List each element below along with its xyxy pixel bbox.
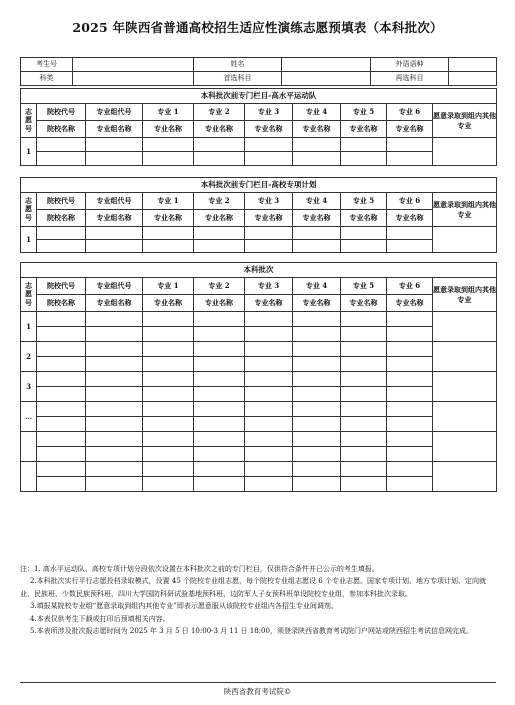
group-code-header: 专业组代号 xyxy=(86,104,143,121)
vol-no-cell: 2 xyxy=(21,342,37,372)
entry-code-cell[interactable] xyxy=(341,312,387,327)
section-table xyxy=(20,88,497,166)
entry-name-cell[interactable] xyxy=(86,387,143,402)
entry-name-cell[interactable] xyxy=(293,357,341,372)
entry-code-cell[interactable] xyxy=(143,432,194,447)
first-subject-field[interactable] xyxy=(282,72,371,86)
entry-code-cell[interactable] xyxy=(37,372,86,387)
vol-no-header xyxy=(21,193,37,227)
vol-no-cell xyxy=(21,432,37,462)
first-subject-label: 首选科目 xyxy=(194,72,282,86)
section-table xyxy=(20,262,497,492)
section-title: 本科批次前专门栏目-高校专项计划 xyxy=(21,178,497,193)
entry-code-cell[interactable] xyxy=(194,138,245,152)
entry-code-cell[interactable] xyxy=(37,402,86,417)
section-title: 本科批次前专门栏目-高水平运动队 xyxy=(21,89,497,104)
entry-code-cell[interactable] xyxy=(86,312,143,327)
school-code-header: 院校代号 xyxy=(37,104,86,121)
entry-name-cell[interactable] xyxy=(37,417,86,432)
footer-divider xyxy=(20,682,496,683)
accept-other-cell[interactable] xyxy=(433,312,497,342)
entry-name-cell[interactable] xyxy=(341,417,387,432)
major-header: 专业 5 xyxy=(341,193,387,210)
entry-name-cell[interactable] xyxy=(245,152,293,166)
entry-name-cell[interactable] xyxy=(143,447,194,462)
note-2: 2.本科批次实行平行志愿投档录取模式，设置 45 个院校专业组志愿，每个院校专业组志愿设 6 个专业志愿。国家专项计划、地方专项计划、定向就业、民族班、少数民族预科班、四川大学国防科研试验基地预科班、边防军人子女预科班单设院校专业组，参加本科批次录取。 xyxy=(20,577,486,598)
major-name-header: 专业名称 xyxy=(341,295,387,312)
entry-code-cell[interactable] xyxy=(245,312,293,327)
major-name-header: 专业名称 xyxy=(293,210,341,227)
entry-name-cell[interactable] xyxy=(37,240,86,253)
section-table xyxy=(20,177,497,253)
entry-name-cell[interactable] xyxy=(194,357,245,372)
entry-code-cell[interactable] xyxy=(245,372,293,387)
group-name-header: 专业组名称 xyxy=(86,121,143,138)
entry-name-cell[interactable] xyxy=(86,357,143,372)
entry-name-cell[interactable] xyxy=(86,477,143,492)
accept-other-header xyxy=(433,104,497,138)
entry-name-cell[interactable] xyxy=(387,152,433,166)
major-header: 专业 3 xyxy=(245,193,293,210)
major-name-header: 专业名称 xyxy=(194,210,245,227)
footer: 陕西省教育考试院© xyxy=(223,687,292,696)
major-name-header: 专业名称 xyxy=(341,121,387,138)
entry-name-cell[interactable] xyxy=(194,387,245,402)
entry-name-cell[interactable] xyxy=(245,447,293,462)
entry-name-cell[interactable] xyxy=(293,447,341,462)
vol-no-cell: 1 xyxy=(21,138,37,166)
major-header: 专业 3 xyxy=(245,104,293,121)
language-label: 外语语种 xyxy=(371,58,449,72)
entry-code-cell[interactable] xyxy=(143,342,194,357)
entry-name-cell[interactable] xyxy=(194,477,245,492)
entry-name-cell[interactable] xyxy=(37,387,86,402)
entry-code-cell[interactable] xyxy=(143,462,194,477)
entry-name-cell[interactable] xyxy=(37,357,86,372)
entry-code-cell[interactable] xyxy=(341,432,387,447)
entry-name-cell[interactable] xyxy=(143,387,194,402)
entry-name-cell[interactable] xyxy=(37,327,86,342)
entry-code-cell[interactable] xyxy=(143,372,194,387)
group-name-header: 专业组名称 xyxy=(86,295,143,312)
school-name-header: 院校名称 xyxy=(37,121,86,138)
major-header: 专业 1 xyxy=(143,193,194,210)
second-subject-label: 再选科目 xyxy=(371,72,449,86)
major-name-header: 专业名称 xyxy=(245,295,293,312)
major-name-header: 专业名称 xyxy=(143,121,194,138)
entry-name-cell[interactable] xyxy=(245,357,293,372)
major-header: 专业 3 xyxy=(245,278,293,295)
major-header: 专业 5 xyxy=(341,278,387,295)
entry-code-cell[interactable] xyxy=(245,138,293,152)
entry-code-cell[interactable] xyxy=(387,312,433,327)
note-5: 5.本表所涉及批次报志愿时间为 2025 年 3 月 5 日 10:00-3 月 11 日 18:00，须登录陕西省教育考试院门户网站或陕西招生考试信息网完成。 xyxy=(30,627,473,636)
accept-other-cell[interactable] xyxy=(433,372,497,402)
entry-code-cell[interactable] xyxy=(37,342,86,357)
major-name-header: 专业名称 xyxy=(245,210,293,227)
vol-no-cell: 1 xyxy=(21,312,37,342)
major-header: 专业 6 xyxy=(387,104,433,121)
major-header: 专业 5 xyxy=(341,104,387,121)
entry-name-cell[interactable] xyxy=(293,327,341,342)
major-header: 专业 2 xyxy=(194,193,245,210)
entry-name-cell[interactable] xyxy=(387,447,433,462)
major-name-header: 专业名称 xyxy=(143,295,194,312)
entry-name-cell[interactable] xyxy=(194,417,245,432)
entry-name-cell[interactable] xyxy=(387,240,433,253)
accept-other-header-text: 愿意录取到组内其他专业 xyxy=(433,200,497,219)
major-header: 专业 2 xyxy=(194,104,245,121)
entry-code-cell[interactable] xyxy=(194,432,245,447)
accept-other-cell[interactable] xyxy=(433,342,497,372)
entry-name-cell[interactable] xyxy=(143,357,194,372)
major-header: 专业 4 xyxy=(293,104,341,121)
entry-code-cell[interactable] xyxy=(387,342,433,357)
entry-name-cell[interactable] xyxy=(143,240,194,253)
candidate-info-table xyxy=(20,57,497,86)
entry-code-cell[interactable] xyxy=(387,372,433,387)
entry-name-cell[interactable] xyxy=(341,387,387,402)
entry-code-cell[interactable] xyxy=(293,432,341,447)
entry-code-cell[interactable] xyxy=(37,138,86,152)
entry-code-cell[interactable] xyxy=(143,227,194,240)
entry-name-cell[interactable] xyxy=(387,477,433,492)
entry-code-cell[interactable] xyxy=(86,227,143,240)
entry-code-cell[interactable] xyxy=(194,227,245,240)
entry-name-cell[interactable] xyxy=(387,387,433,402)
second-subject-field[interactable] xyxy=(449,72,497,86)
entry-name-cell[interactable] xyxy=(143,477,194,492)
entry-name-cell[interactable] xyxy=(293,240,341,253)
entry-code-cell[interactable] xyxy=(387,432,433,447)
entry-code-cell[interactable] xyxy=(387,462,433,477)
major-name-header: 专业名称 xyxy=(143,210,194,227)
entry-code-cell[interactable] xyxy=(194,312,245,327)
entry-code-cell[interactable] xyxy=(341,227,387,240)
accept-other-cell[interactable] xyxy=(433,462,497,492)
vol-no-header-text: 志 愿 号 xyxy=(25,281,32,307)
entry-name-cell[interactable] xyxy=(245,387,293,402)
form-title: 2025 年陕西省普通高校招生适应性演练志愿预填表（本科批次） xyxy=(72,20,443,35)
name-label: 姓名 xyxy=(194,58,282,72)
language-field[interactable] xyxy=(449,58,497,72)
entry-name-cell[interactable] xyxy=(293,477,341,492)
subject-label: 科类 xyxy=(21,72,73,86)
entry-name-cell[interactable] xyxy=(341,357,387,372)
entry-name-cell[interactable] xyxy=(341,327,387,342)
entry-code-cell[interactable] xyxy=(341,138,387,152)
group-name-header: 专业组名称 xyxy=(86,210,143,227)
major-header: 专业 2 xyxy=(194,278,245,295)
major-name-header: 专业名称 xyxy=(387,121,433,138)
entry-code-cell[interactable] xyxy=(143,138,194,152)
entry-code-cell[interactable] xyxy=(341,462,387,477)
school-code-header: 院校代号 xyxy=(37,193,86,210)
entry-name-cell[interactable] xyxy=(245,240,293,253)
entry-name-cell[interactable] xyxy=(293,387,341,402)
entry-name-cell[interactable] xyxy=(143,327,194,342)
entry-name-cell[interactable] xyxy=(143,152,194,166)
major-name-header: 专业名称 xyxy=(194,121,245,138)
entry-name-cell[interactable] xyxy=(37,447,86,462)
major-header: 专业 1 xyxy=(143,104,194,121)
major-name-header: 专业名称 xyxy=(387,210,433,227)
major-name-header: 专业名称 xyxy=(293,121,341,138)
subject-field[interactable] xyxy=(73,72,194,86)
entry-code-cell[interactable] xyxy=(341,372,387,387)
school-name-header: 院校名称 xyxy=(37,210,86,227)
major-name-header: 专业名称 xyxy=(387,295,433,312)
entry-name-cell[interactable] xyxy=(387,327,433,342)
entry-code-cell[interactable] xyxy=(245,462,293,477)
entry-code-cell[interactable] xyxy=(37,432,86,447)
entry-code-cell[interactable] xyxy=(143,402,194,417)
major-name-header: 专业名称 xyxy=(293,295,341,312)
entry-name-cell[interactable] xyxy=(194,447,245,462)
accept-other-header xyxy=(433,278,497,312)
school-code-header: 院校代号 xyxy=(37,278,86,295)
entry-code-cell[interactable] xyxy=(143,312,194,327)
name-field[interactable] xyxy=(282,58,371,72)
entry-code-cell[interactable] xyxy=(341,342,387,357)
entry-name-cell[interactable] xyxy=(341,477,387,492)
section-title: 本科批次 xyxy=(21,263,497,278)
group-code-header: 专业组代号 xyxy=(86,193,143,210)
notes xyxy=(20,563,496,637)
accept-other-cell[interactable] xyxy=(433,402,497,432)
entry-name-cell[interactable] xyxy=(37,477,86,492)
major-name-header: 专业名称 xyxy=(245,121,293,138)
exam-no-label: 考生号 xyxy=(21,58,73,72)
major-header: 专业 1 xyxy=(143,278,194,295)
entry-code-cell[interactable] xyxy=(293,462,341,477)
entry-name-cell[interactable] xyxy=(387,357,433,372)
entry-code-cell[interactable] xyxy=(341,402,387,417)
major-header: 专业 6 xyxy=(387,193,433,210)
vol-no-header-text: 志 愿 号 xyxy=(25,196,32,222)
entry-code-cell[interactable] xyxy=(86,372,143,387)
entry-code-cell[interactable] xyxy=(387,402,433,417)
entry-name-cell[interactable] xyxy=(341,447,387,462)
entry-code-cell[interactable] xyxy=(293,138,341,152)
accept-other-header-text: 愿意录取到组内其他专业 xyxy=(433,111,497,130)
entry-code-cell[interactable] xyxy=(293,312,341,327)
entry-code-cell[interactable] xyxy=(86,342,143,357)
entry-name-cell[interactable] xyxy=(194,240,245,253)
entry-name-cell[interactable] xyxy=(86,240,143,253)
major-header: 专业 4 xyxy=(293,278,341,295)
entry-name-cell[interactable] xyxy=(245,417,293,432)
vol-no-cell: 1 xyxy=(21,227,37,253)
vol-no-header xyxy=(21,278,37,312)
vol-no-cell: … xyxy=(21,402,37,432)
note-4: 4.本表仅供考生下载或打印后预填相关内容。 xyxy=(30,614,170,623)
entry-name-cell[interactable] xyxy=(293,417,341,432)
entry-code-cell[interactable] xyxy=(37,312,86,327)
accept-other-cell[interactable] xyxy=(433,227,497,253)
entry-name-cell[interactable] xyxy=(341,240,387,253)
entry-code-cell[interactable] xyxy=(245,402,293,417)
entry-name-cell[interactable] xyxy=(341,152,387,166)
entry-code-cell[interactable] xyxy=(293,372,341,387)
entry-code-cell[interactable] xyxy=(86,138,143,152)
entry-code-cell[interactable] xyxy=(293,342,341,357)
major-header: 专业 6 xyxy=(387,278,433,295)
entry-code-cell[interactable] xyxy=(245,432,293,447)
entry-name-cell[interactable] xyxy=(143,417,194,432)
entry-name-cell[interactable] xyxy=(86,417,143,432)
entry-code-cell[interactable] xyxy=(245,342,293,357)
entry-code-cell[interactable] xyxy=(86,462,143,477)
entry-name-cell[interactable] xyxy=(86,447,143,462)
entry-code-cell[interactable] xyxy=(245,227,293,240)
entry-code-cell[interactable] xyxy=(86,432,143,447)
entry-code-cell[interactable] xyxy=(387,138,433,152)
entry-name-cell[interactable] xyxy=(86,152,143,166)
vol-no-cell xyxy=(21,462,37,492)
school-name-header: 院校名称 xyxy=(37,295,86,312)
major-name-header: 专业名称 xyxy=(194,295,245,312)
entry-name-cell[interactable] xyxy=(194,327,245,342)
vol-no-header-text: 志 愿 号 xyxy=(25,107,32,133)
major-name-header: 专业名称 xyxy=(341,210,387,227)
exam-no-field[interactable] xyxy=(73,58,194,72)
major-header: 专业 4 xyxy=(293,193,341,210)
entry-code-cell[interactable] xyxy=(37,227,86,240)
entry-code-cell[interactable] xyxy=(194,342,245,357)
note-1: 注：1. 高水平运动队、高校专项计划分段依次设置在本科批次之前的专门栏目，仅供符合条件并已公示的考生填报。 xyxy=(20,565,379,573)
accept-other-header xyxy=(433,193,497,227)
entry-code-cell[interactable] xyxy=(37,462,86,477)
entry-name-cell[interactable] xyxy=(387,417,433,432)
accept-other-header-text: 愿意录取到组内其他专业 xyxy=(433,285,497,304)
entry-name-cell[interactable] xyxy=(86,327,143,342)
vol-no-header xyxy=(21,104,37,138)
accept-other-cell[interactable] xyxy=(433,432,497,462)
entry-code-cell[interactable] xyxy=(293,402,341,417)
entry-code-cell[interactable] xyxy=(293,227,341,240)
entry-code-cell[interactable] xyxy=(194,372,245,387)
note-3: 3.填报某院校专业组“愿意录取到组内其他专业”即表示愿意服从该院校专业组内各招生专业间调剂。 xyxy=(30,602,338,611)
entry-code-cell[interactable] xyxy=(194,462,245,477)
entry-code-cell[interactable] xyxy=(194,402,245,417)
entry-name-cell[interactable] xyxy=(37,152,86,166)
entry-name-cell[interactable] xyxy=(194,152,245,166)
entry-code-cell[interactable] xyxy=(387,227,433,240)
entry-code-cell[interactable] xyxy=(86,402,143,417)
accept-other-cell[interactable] xyxy=(433,138,497,166)
vol-no-cell: 3 xyxy=(21,372,37,402)
entry-name-cell[interactable] xyxy=(293,152,341,166)
entry-name-cell[interactable] xyxy=(245,477,293,492)
group-code-header: 专业组代号 xyxy=(86,278,143,295)
entry-name-cell[interactable] xyxy=(245,327,293,342)
